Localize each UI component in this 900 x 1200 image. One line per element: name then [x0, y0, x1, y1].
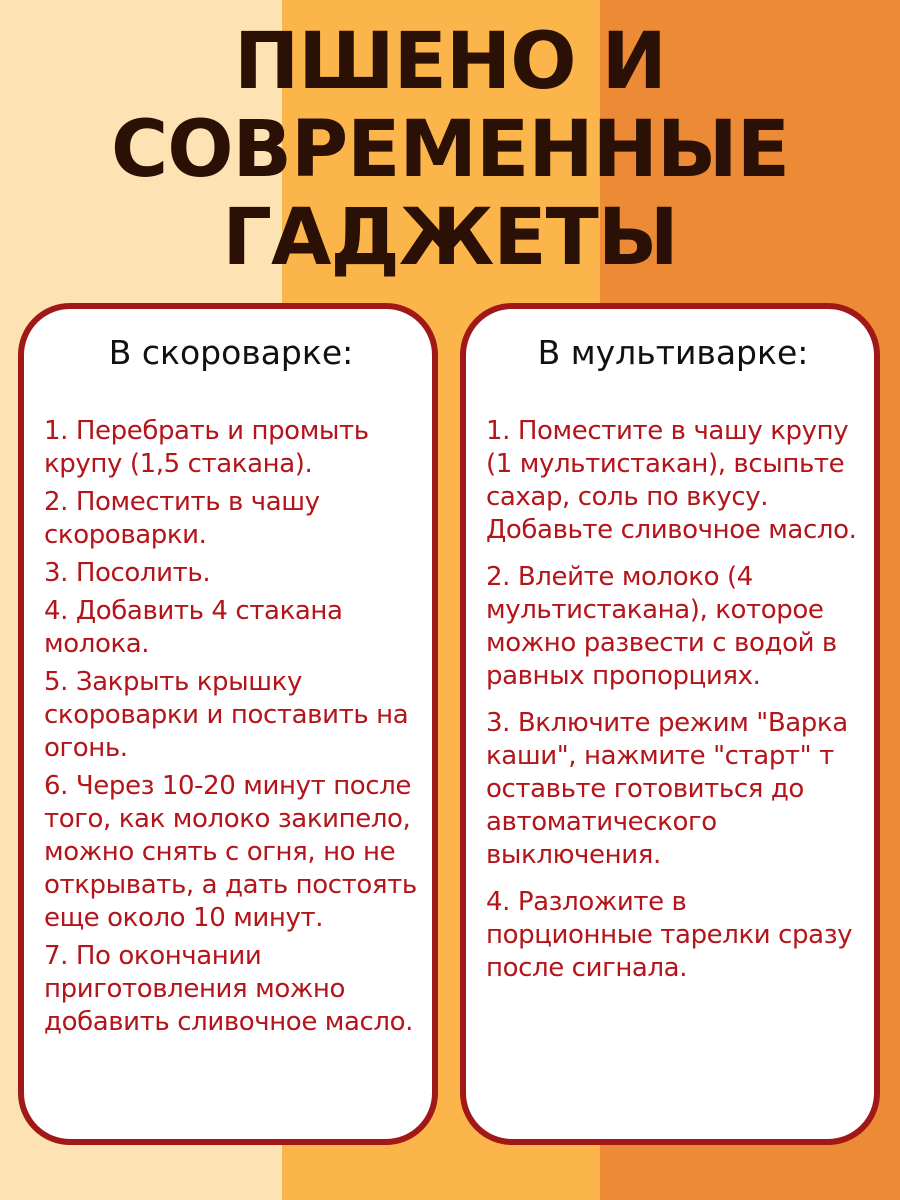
step-item: 3. Посолить.	[44, 558, 211, 588]
step-item: 6. Через 10-20 минут после того, как молоко закипело, можно снять с огня, но не открывать, а дать постоять еще около 10 минут.	[44, 771, 417, 933]
title-line: ПШЕНО И	[234, 17, 666, 107]
step-item: 7. По окончании приготовления можно добавить сливочное масло.	[44, 941, 414, 1037]
step-item: 1. Поместите в чашу крупу (1 мультистакан), всыпьте сахар, соль по вкусу. Добавьте сливочное масло.	[486, 416, 857, 545]
step-item: 5. Закрыть крышку скороварки и поставить на огонь.	[44, 667, 409, 763]
step-item: 1. Перебрать и промыть крупу (1,5 стакана).	[44, 416, 369, 479]
pressure-cooker-steps	[44, 415, 418, 1039]
step-item: 4. Добавить 4 стакана молока.	[44, 596, 343, 659]
step-item: 2. Влейте молоко (4 мультистакана), которое можно развести с водой в равных пропорциях.	[486, 562, 837, 691]
step-item: 2. Поместить в чашу скороварки.	[44, 487, 320, 550]
page-title	[0, 18, 900, 282]
step-item: 3. Включите режим "Варка каши", нажмите "старт" т оставьте готовиться до автоматического выключения.	[486, 708, 848, 870]
pressure-cooker-card	[18, 303, 438, 1145]
title-line: СОВРЕМЕННЫЕ	[110, 105, 789, 195]
pressure-cooker-heading: В скороварке:	[108, 333, 354, 372]
multicooker-steps	[486, 415, 860, 985]
step-item: 4. Разложите в порционные тарелки сразу после сигнала.	[486, 887, 853, 983]
multicooker-heading: В мультиварке:	[537, 333, 809, 372]
multicooker-card	[460, 303, 880, 1145]
title-line: ГАДЖЕТЫ	[222, 193, 678, 283]
